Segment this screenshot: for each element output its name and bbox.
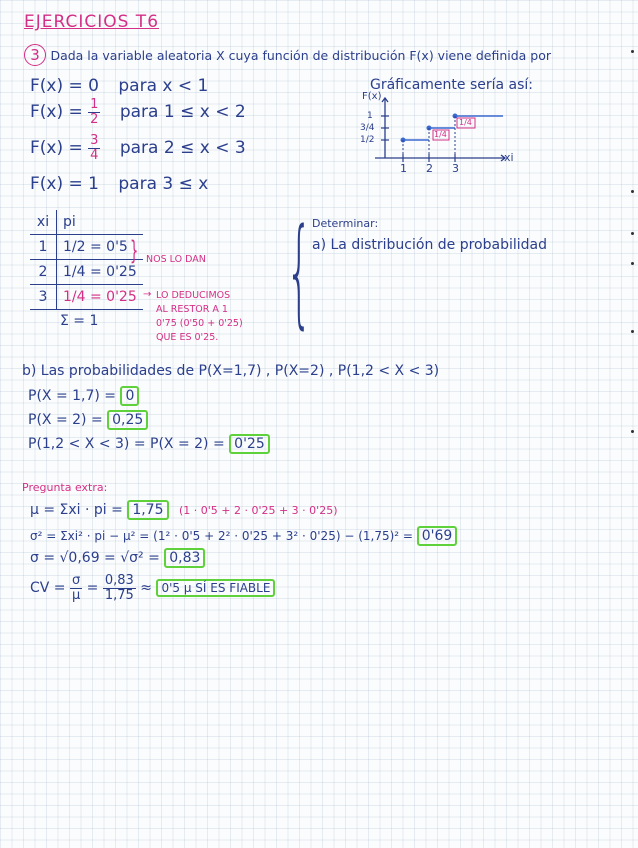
cdf-line-3: F(x) = $\frac{3}{4}$ para 2 ≤ x < 3 xyxy=(30,133,246,163)
extra-sd: σ = √0,69 = √σ² = 0,83 xyxy=(30,548,205,568)
part-b-line-3: P(1,2 < X < 3) = P(X = 2) = 0'25 xyxy=(28,434,270,454)
extra-variance: σ² = Σxi² · pi − μ² = (1² · 0'5 + 2² · 0'25 + 3² · 0'25) − (1,75)² = 0'69 xyxy=(30,526,457,546)
graph-jump-label-2: 1/4 xyxy=(459,118,472,127)
note-deduced-arrow: → xyxy=(143,289,152,300)
cdf-line-4: F(x) = 1 para 3 ≤ x xyxy=(30,174,209,194)
brace-given: } xyxy=(130,236,139,266)
graph-xtick-3: 3 xyxy=(452,162,459,175)
table-sum: Σ = 1 xyxy=(60,313,99,329)
determine-a: a) La distribución de probabilidad xyxy=(312,237,547,253)
determine-brace: { xyxy=(286,202,313,340)
determine-label: Determinar: xyxy=(312,217,379,230)
table-header-row: xi pi xyxy=(30,210,143,235)
table-row: 1 1/2 = 0'5 xyxy=(30,235,143,260)
graph-x-label: xi xyxy=(504,151,514,164)
answer-box: 1,75 xyxy=(127,500,168,520)
answer-box: 0'69 xyxy=(417,526,458,546)
graph-ytick-3: 1/2 xyxy=(360,135,375,145)
note-deduced-1: LO DEDUCIMOS xyxy=(156,290,231,301)
table-row: 3 1/4 = 0'25 xyxy=(30,285,143,310)
graph-xtick-1: 1 xyxy=(400,162,407,175)
extra-title: Pregunta extra: xyxy=(22,481,108,494)
margin-dot xyxy=(631,190,634,193)
answer-box: 0'25 xyxy=(229,434,270,454)
margin-dot xyxy=(631,262,634,265)
margin-dot xyxy=(631,330,634,333)
extra-mu: μ = Σxi · pi = 1,75 (1 · 0'5 + 2 · 0'25 + 3 · 0'25) xyxy=(30,502,338,518)
graph-y-label: F(x) xyxy=(362,91,382,102)
note-deduced-4: QUE ES 0'25. xyxy=(156,332,219,343)
answer-box: 0 xyxy=(120,386,139,406)
part-b-line-2: P(X = 2) = 0,25 xyxy=(28,410,148,430)
part-b-intro: b) Las probabilidades de P(X=1,7) , P(X=2) , P(1,2 < X < 3) xyxy=(22,363,440,379)
probability-table xyxy=(30,210,143,310)
note-deduced-2: AL RESTOR A 1 xyxy=(156,304,228,315)
statement-text: Dada la variable aleatoria X cuya función de distribución F(x) viene definida por xyxy=(50,48,552,63)
cdf-line-2: F(x) = $\frac{1}{2}$ para 1 ≤ x < 2 xyxy=(30,97,246,127)
graph-xtick-2: 2 xyxy=(426,162,433,175)
answer-box: 0,25 xyxy=(107,410,148,430)
note-deduced-3: 0'75 (0'50 + 0'25) xyxy=(156,318,243,329)
answer-box: 0,83 xyxy=(164,548,205,568)
graph-ytick-1: 1 xyxy=(367,111,373,121)
answer-box: 0'5 μ SÍ ES FIABLE xyxy=(156,579,275,597)
part-b-line-1: P(X = 1,7) = 0 xyxy=(28,386,139,406)
exercise-number-badge: 3 xyxy=(24,44,46,66)
margin-dot xyxy=(631,232,634,235)
exercise-statement xyxy=(24,44,551,66)
note-given: NOS LO DAN xyxy=(146,254,206,265)
cdf-line-1: F(x) = 0 para x < 1 xyxy=(30,76,209,96)
table-row: 2 1/4 = 0'25 xyxy=(30,260,143,285)
margin-dot xyxy=(631,430,634,433)
extra-cv: CV = $\frac{\sigma}{\mu}$ = $\frac{0,83}{1,75}$ ≈ 0'5 μ SÍ ES FIABLE xyxy=(30,574,275,602)
page-title: EJERCICIOS T6 xyxy=(24,12,160,32)
graph-jump-label-1: 1/4 xyxy=(434,130,447,139)
graph-ytick-2: 3/4 xyxy=(360,123,375,133)
margin-dot xyxy=(631,50,634,53)
graph-caption: Gráficamente sería así: xyxy=(370,77,534,93)
